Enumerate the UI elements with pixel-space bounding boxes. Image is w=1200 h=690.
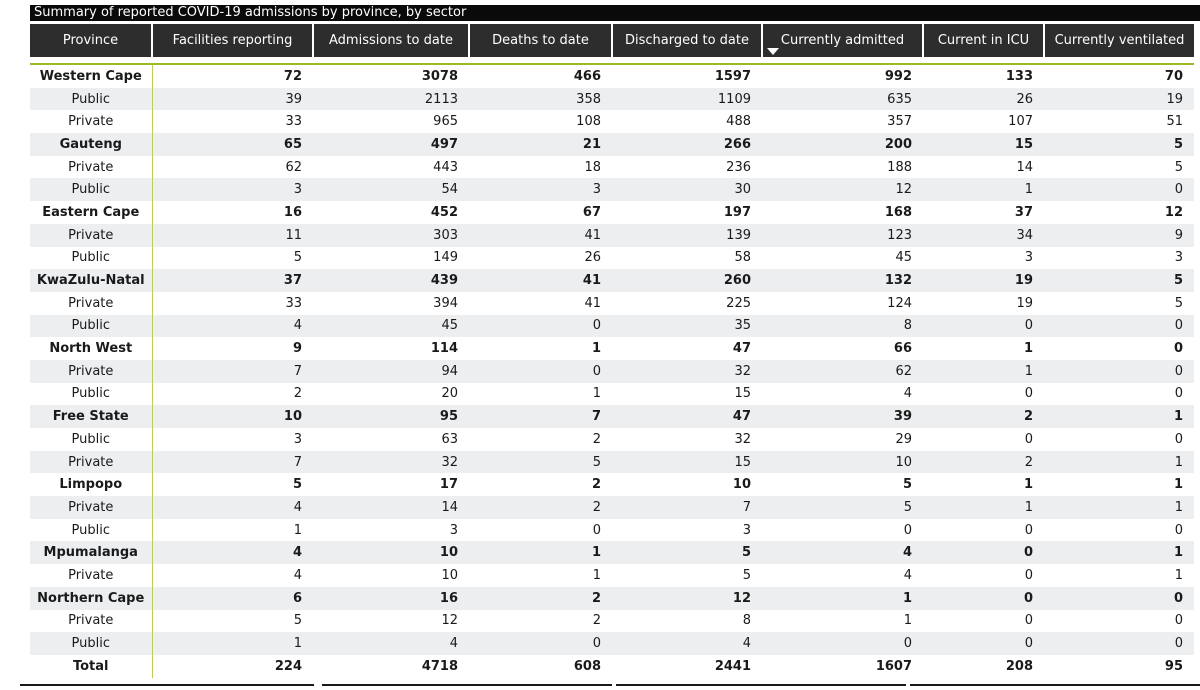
cell-currently-ventilated: 0 (1044, 178, 1194, 201)
cell-currently-ventilated: 1 (1044, 496, 1194, 519)
cell-current-in-icu: 37 (1014, 204, 1033, 220)
cell-facilities-reporting: 10 (152, 405, 313, 428)
province-label: Mpumalanga (30, 541, 152, 564)
sector-label: Private (30, 224, 152, 247)
sector-label: Private (30, 156, 152, 179)
province-label: Free State (30, 405, 152, 428)
cell-currently-admitted: 62 (762, 360, 923, 383)
cell-facilities-reporting: 16 (283, 204, 302, 220)
sector-row[interactable] (30, 247, 1194, 270)
cell-currently-admitted: 168 (884, 204, 912, 220)
cell-discharged-to-date: 12 (612, 587, 762, 610)
sector-label: Public (30, 315, 152, 338)
cell-admissions-to-date: 443 (433, 159, 458, 175)
cell-current-in-icu: 2 (923, 405, 1044, 428)
cell-facilities-reporting: 33 (285, 295, 302, 311)
cell-current-in-icu: 0 (923, 632, 1044, 655)
province-label: Northern Cape (30, 587, 152, 610)
cell-current-in-icu: 26 (923, 88, 1044, 111)
cell-discharged-to-date: 488 (726, 114, 751, 130)
col-header-province[interactable]: Province (30, 24, 152, 57)
cell-discharged-to-date: 1109 (612, 88, 762, 111)
total-currently-ventilated: 95 (1164, 658, 1183, 674)
cell-facilities-reporting: 5 (293, 250, 302, 266)
cell-currently-admitted: 45 (895, 250, 912, 266)
cell-currently-admitted: 5 (902, 477, 912, 493)
cell-admissions-to-date: 303 (313, 224, 469, 247)
cell-facilities-reporting: 7 (152, 360, 313, 383)
cell-currently-admitted: 8 (762, 315, 923, 338)
cell-admissions-to-date: 3078 (421, 68, 458, 84)
cell-current-in-icu: 107 (1008, 114, 1033, 130)
cell-currently-ventilated: 0 (1174, 522, 1183, 538)
sector-row[interactable] (30, 632, 1194, 655)
cell-currently-admitted: 1 (903, 613, 912, 629)
total-currently-admitted: 1607 (875, 658, 912, 674)
cell-current-in-icu: 0 (1024, 522, 1033, 538)
cell-admissions-to-date: 16 (313, 587, 469, 610)
cell-admissions-to-date: 63 (441, 431, 458, 447)
cell-discharged-to-date: 15 (612, 451, 762, 474)
sector-row[interactable] (30, 360, 1194, 383)
cell-admissions-to-date: 965 (433, 114, 458, 130)
cell-current-in-icu: 0 (1024, 431, 1033, 447)
sector-row[interactable] (30, 519, 1194, 542)
sector-label: Private (30, 496, 152, 519)
cell-facilities-reporting: 1 (293, 522, 302, 538)
cell-current-in-icu: 133 (1005, 68, 1033, 84)
cell-facilities-reporting: 3 (293, 431, 302, 447)
province-row[interactable] (30, 337, 1194, 360)
sector-label: Private (30, 292, 152, 315)
col-header-deaths-to-date[interactable]: Deaths to date (469, 24, 612, 57)
cell-facilities-reporting: 4 (152, 541, 313, 564)
cell-deaths-to-date: 2 (591, 477, 601, 493)
cell-current-in-icu: 19 (923, 269, 1044, 292)
total-current-in-icu: 208 (1005, 658, 1033, 674)
cell-deaths-to-date: 0 (469, 632, 612, 655)
cell-admissions-to-date: 10 (441, 567, 458, 583)
cell-currently-admitted: 66 (893, 341, 912, 357)
cell-currently-ventilated: 1 (1173, 477, 1183, 493)
cell-discharged-to-date: 236 (726, 159, 751, 175)
cell-deaths-to-date: 67 (582, 204, 601, 220)
cell-admissions-to-date: 14 (313, 496, 469, 519)
cell-facilities-reporting: 11 (152, 224, 313, 247)
cell-currently-admitted: 12 (762, 178, 923, 201)
province-row[interactable] (30, 64, 1194, 88)
cell-deaths-to-date: 2 (592, 431, 601, 447)
cell-current-in-icu: 34 (923, 224, 1044, 247)
cell-facilities-reporting: 62 (285, 159, 302, 175)
cell-facilities-reporting: 3 (152, 178, 313, 201)
cell-current-in-icu: 0 (1024, 386, 1033, 402)
cell-deaths-to-date: 0 (592, 522, 601, 538)
cell-currently-ventilated: 5 (1044, 269, 1194, 292)
cell-current-in-icu: 0 (923, 587, 1044, 610)
cell-admissions-to-date: 95 (313, 405, 469, 428)
cell-current-in-icu: 0 (1024, 567, 1033, 583)
sector-row[interactable] (30, 496, 1194, 519)
cell-current-in-icu: 15 (923, 133, 1044, 156)
cell-currently-admitted: 123 (762, 224, 923, 247)
cell-facilities-reporting: 4 (152, 315, 313, 338)
cell-facilities-reporting: 33 (285, 114, 302, 130)
cell-admissions-to-date: 114 (430, 341, 458, 357)
cell-currently-ventilated: 0 (1174, 431, 1183, 447)
province-label: North West (30, 337, 152, 360)
cell-currently-admitted: 132 (762, 269, 923, 292)
cell-currently-ventilated: 0 (1044, 315, 1194, 338)
cell-deaths-to-date: 0 (469, 315, 612, 338)
cell-admissions-to-date: 452 (430, 204, 458, 220)
cell-currently-admitted: 357 (887, 114, 912, 130)
footer-line (322, 684, 612, 686)
cell-currently-admitted: 1 (762, 587, 923, 610)
cell-deaths-to-date: 0 (469, 360, 612, 383)
total-row (30, 655, 1194, 678)
cell-deaths-to-date: 7 (469, 405, 612, 428)
cell-deaths-to-date: 2 (469, 587, 612, 610)
cell-admissions-to-date: 439 (313, 269, 469, 292)
cell-admissions-to-date: 4 (313, 632, 469, 655)
col-header-current-in-icu[interactable]: Current in ICU (923, 24, 1044, 57)
col-header-currently-admitted[interactable] (762, 24, 923, 57)
cell-currently-admitted: 5 (762, 496, 923, 519)
cell-admissions-to-date: 45 (313, 315, 469, 338)
cell-admissions-to-date: 54 (313, 178, 469, 201)
cell-discharged-to-date: 225 (726, 295, 751, 311)
cell-discharged-to-date: 47 (612, 405, 762, 428)
province-label: KwaZulu-Natal (30, 269, 152, 292)
cell-current-in-icu: 0 (923, 315, 1044, 338)
cell-currently-ventilated: 0 (1044, 360, 1194, 383)
header-underline (30, 57, 1194, 64)
cell-discharged-to-date: 10 (732, 477, 751, 493)
cell-current-in-icu: 2 (923, 451, 1044, 474)
sector-row[interactable] (30, 383, 1194, 406)
footer-line (910, 684, 1200, 686)
cell-admissions-to-date: 94 (313, 360, 469, 383)
cell-current-in-icu: 1 (923, 178, 1044, 201)
cell-currently-ventilated: 0 (1174, 386, 1183, 402)
sector-label: Private (30, 110, 152, 133)
sector-row[interactable] (30, 451, 1194, 474)
cell-admissions-to-date: 3 (449, 522, 458, 538)
cell-currently-ventilated: 0 (1044, 587, 1194, 610)
cell-deaths-to-date: 21 (469, 133, 612, 156)
cell-facilities-reporting: 5 (292, 477, 302, 493)
cell-currently-ventilated: 5 (1174, 295, 1183, 311)
province-label: Western Cape (30, 64, 152, 88)
cell-deaths-to-date: 1 (469, 541, 612, 564)
cell-currently-admitted: 39 (762, 405, 923, 428)
sector-row[interactable] (30, 110, 1194, 133)
province-label: Gauteng (30, 133, 152, 156)
cell-currently-admitted: 4 (762, 541, 923, 564)
cell-discharged-to-date: 266 (612, 133, 762, 156)
cell-deaths-to-date: 5 (469, 451, 612, 474)
cell-admissions-to-date: 2113 (313, 88, 469, 111)
cell-deaths-to-date: 26 (584, 250, 601, 266)
cell-discharged-to-date: 197 (723, 204, 751, 220)
cell-discharged-to-date: 32 (734, 431, 751, 447)
cell-currently-ventilated: 0 (1044, 632, 1194, 655)
cell-deaths-to-date: 3 (469, 178, 612, 201)
cell-current-in-icu: 1 (1023, 341, 1033, 357)
sector-row[interactable] (30, 88, 1194, 111)
province-row[interactable] (30, 541, 1194, 564)
province-row[interactable] (30, 473, 1194, 496)
cell-admissions-to-date: 12 (441, 613, 458, 629)
cell-admissions-to-date: 17 (439, 477, 458, 493)
province-row[interactable] (30, 201, 1194, 224)
sector-row[interactable] (30, 178, 1194, 201)
sector-row[interactable] (30, 156, 1194, 179)
cell-currently-admitted: 0 (903, 522, 912, 538)
cell-deaths-to-date: 2 (592, 613, 601, 629)
sector-label: Public (30, 178, 152, 201)
province-row[interactable] (30, 269, 1194, 292)
cell-facilities-reporting: 7 (152, 451, 313, 474)
cell-discharged-to-date: 139 (612, 224, 762, 247)
cell-discharged-to-date: 58 (734, 250, 751, 266)
total-deaths-to-date: 608 (573, 658, 601, 674)
cell-deaths-to-date: 41 (469, 269, 612, 292)
cell-currently-ventilated: 0 (1173, 341, 1183, 357)
sector-label: Private (30, 360, 152, 383)
sector-label: Private (30, 451, 152, 474)
cell-admissions-to-date: 394 (433, 295, 458, 311)
province-label: Eastern Cape (30, 201, 152, 224)
cell-deaths-to-date: 466 (573, 68, 601, 84)
sector-row[interactable] (30, 224, 1194, 247)
cell-currently-admitted: 635 (762, 88, 923, 111)
cell-deaths-to-date: 18 (584, 159, 601, 175)
cell-currently-ventilated: 19 (1044, 88, 1194, 111)
cell-discharged-to-date: 35 (612, 315, 762, 338)
cell-currently-admitted: 10 (762, 451, 923, 474)
cell-facilities-reporting: 4 (293, 567, 302, 583)
cell-discharged-to-date: 47 (732, 341, 751, 357)
header-row (30, 24, 1194, 57)
cell-deaths-to-date: 41 (469, 224, 612, 247)
province-row[interactable] (30, 133, 1194, 156)
col-header-admissions-to-date[interactable]: Admissions to date (313, 24, 469, 57)
cell-currently-ventilated: 1 (1044, 451, 1194, 474)
cell-facilities-reporting: 6 (152, 587, 313, 610)
cell-current-in-icu: 3 (1024, 250, 1033, 266)
cell-admissions-to-date: 149 (433, 250, 458, 266)
cell-current-in-icu: 19 (1016, 295, 1033, 311)
col-header-label: Currently admitted (780, 33, 905, 48)
cell-currently-ventilated: 0 (1174, 613, 1183, 629)
cell-current-in-icu: 0 (923, 541, 1044, 564)
sector-label: Public (30, 88, 152, 111)
cell-discharged-to-date: 5 (612, 541, 762, 564)
sector-label: Public (30, 383, 152, 406)
cell-facilities-reporting: 2 (293, 386, 302, 402)
col-header-currently-ventilated[interactable]: Currently ventilated (1044, 24, 1194, 57)
table-body (30, 64, 1194, 678)
cell-currently-ventilated: 9 (1044, 224, 1194, 247)
cell-currently-ventilated: 1 (1174, 567, 1183, 583)
sector-label: Public (30, 632, 152, 655)
cell-currently-admitted: 4 (903, 386, 912, 402)
cell-current-in-icu: 1 (923, 360, 1044, 383)
sector-label: Public (30, 428, 152, 451)
cell-currently-admitted: 188 (887, 159, 912, 175)
cell-deaths-to-date: 1 (592, 386, 601, 402)
cell-currently-admitted: 992 (884, 68, 912, 84)
col-header-facilities-reporting[interactable]: Facilities reporting (152, 24, 313, 57)
cell-facilities-reporting: 1 (152, 632, 313, 655)
cell-discharged-to-date: 15 (734, 386, 751, 402)
cell-deaths-to-date: 2 (469, 496, 612, 519)
cell-deaths-to-date: 41 (584, 295, 601, 311)
cell-deaths-to-date: 1 (592, 567, 601, 583)
total-discharged-to-date: 2441 (714, 658, 751, 674)
cell-facilities-reporting: 65 (152, 133, 313, 156)
cell-facilities-reporting: 37 (152, 269, 313, 292)
sector-row[interactable] (30, 564, 1194, 587)
cell-current-in-icu: 1 (1023, 477, 1033, 493)
cell-currently-ventilated: 51 (1166, 114, 1183, 130)
cell-currently-admitted: 4 (903, 567, 912, 583)
cell-facilities-reporting: 9 (292, 341, 302, 357)
total-label: Total (30, 655, 152, 678)
cell-deaths-to-date: 358 (469, 88, 612, 111)
total-admissions-to-date: 4718 (421, 658, 458, 674)
cell-facilities-reporting: 4 (152, 496, 313, 519)
cell-discharged-to-date: 5 (742, 567, 751, 583)
province-row[interactable] (30, 405, 1194, 428)
cell-currently-ventilated: 1 (1044, 405, 1194, 428)
cell-currently-ventilated: 70 (1164, 68, 1183, 84)
cell-currently-admitted: 0 (762, 632, 923, 655)
cell-currently-ventilated: 5 (1044, 133, 1194, 156)
cell-currently-ventilated: 3 (1174, 250, 1183, 266)
sector-row[interactable] (30, 315, 1194, 338)
cell-discharged-to-date: 8 (742, 613, 751, 629)
sector-row[interactable] (30, 292, 1194, 315)
col-header-discharged-to-date[interactable]: Discharged to date (612, 24, 762, 57)
cell-deaths-to-date: 108 (576, 114, 601, 130)
total-facilities-reporting: 224 (274, 658, 302, 674)
admissions-table (30, 24, 1194, 678)
footer-divider (20, 684, 1200, 687)
footer-line (20, 684, 314, 686)
sector-row[interactable] (30, 428, 1194, 451)
cell-discharged-to-date: 260 (612, 269, 762, 292)
cell-discharged-to-date: 1597 (714, 68, 751, 84)
table-title: Summary of reported COVID-19 admissions by province, by sector (30, 5, 1200, 21)
province-row[interactable] (30, 587, 1194, 610)
sector-label: Private (30, 610, 152, 633)
cell-currently-ventilated: 1 (1044, 541, 1194, 564)
cell-discharged-to-date: 3 (742, 522, 751, 538)
cell-facilities-reporting: 39 (152, 88, 313, 111)
sort-desc-icon[interactable] (767, 48, 779, 55)
cell-currently-admitted: 200 (762, 133, 923, 156)
cell-facilities-reporting: 5 (293, 613, 302, 629)
cell-discharged-to-date: 7 (612, 496, 762, 519)
cell-admissions-to-date: 20 (441, 386, 458, 402)
cell-facilities-reporting: 72 (283, 68, 302, 84)
cell-currently-ventilated: 5 (1174, 159, 1183, 175)
province-label: Limpopo (30, 473, 152, 496)
sector-label: Public (30, 247, 152, 270)
sector-label: Private (30, 564, 152, 587)
cell-currently-admitted: 29 (895, 431, 912, 447)
cell-admissions-to-date: 10 (313, 541, 469, 564)
cell-deaths-to-date: 1 (591, 341, 601, 357)
header-divider (30, 57, 1194, 64)
cell-current-in-icu: 0 (1024, 613, 1033, 629)
cell-admissions-to-date: 32 (313, 451, 469, 474)
footer-line (616, 684, 906, 686)
sector-label: Public (30, 519, 152, 542)
cell-current-in-icu: 1 (923, 496, 1044, 519)
cell-discharged-to-date: 4 (612, 632, 762, 655)
cell-discharged-to-date: 32 (612, 360, 762, 383)
cell-discharged-to-date: 30 (612, 178, 762, 201)
cell-currently-ventilated: 12 (1164, 204, 1183, 220)
cell-admissions-to-date: 497 (313, 133, 469, 156)
cell-currently-admitted: 124 (887, 295, 912, 311)
cell-current-in-icu: 14 (1016, 159, 1033, 175)
sector-row[interactable] (30, 610, 1194, 633)
